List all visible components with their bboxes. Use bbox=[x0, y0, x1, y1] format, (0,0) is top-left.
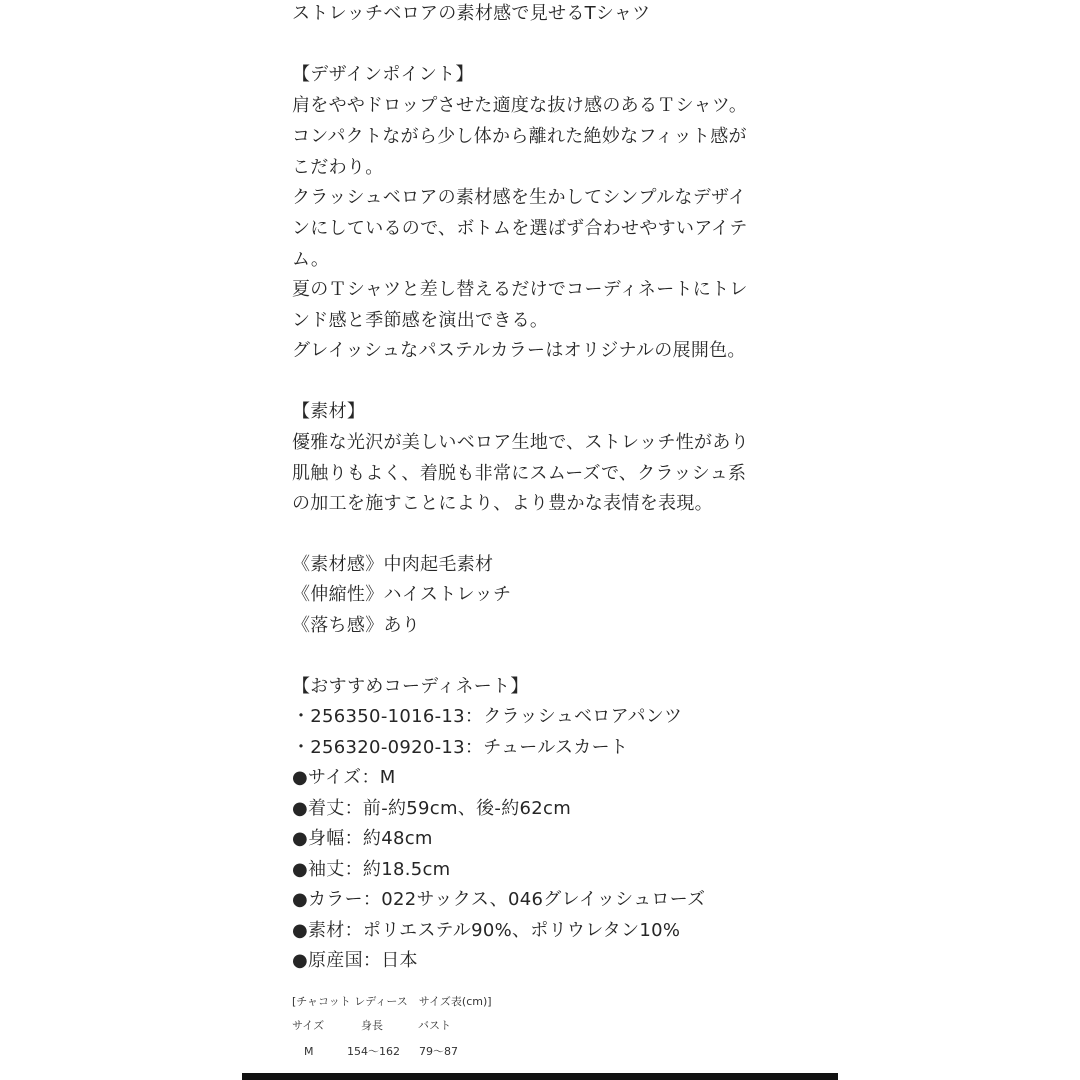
design-line: ム。 bbox=[292, 249, 330, 270]
design-line: 肩をややドロップさせた適度な抜け感のあるＴシャツ。 bbox=[292, 95, 748, 116]
design-line: ンにしているので、ボトムを選ばず合わせやすいアイテ bbox=[292, 218, 748, 239]
coordinate-heading: 【おすすめコーディネート】 bbox=[292, 676, 529, 697]
spec-line: ●素材：ポリエステル90%、ポリウレタン10% bbox=[292, 920, 681, 941]
property-line: 《素材感》中肉起毛素材 bbox=[292, 554, 494, 575]
size-table-header: サイズ bbox=[292, 1019, 325, 1032]
spec-line: ●カラー：022サックス、046グレイッシュローズ bbox=[292, 889, 706, 910]
bottom-bar bbox=[242, 1073, 838, 1080]
material-heading: 【素材】 bbox=[292, 401, 366, 422]
design-line: グレイッシュなパステルカラーはオリジナルの展開色。 bbox=[292, 340, 746, 361]
design-line: 夏のＴシャツと差し替えるだけでコーディネートにトレ bbox=[292, 279, 748, 300]
spec-line: ●原産国：日本 bbox=[292, 950, 418, 971]
spec-line: ●着丈：前-約59cm、後-約62cm bbox=[292, 798, 572, 819]
design-heading: 【デザインポイント】 bbox=[292, 64, 474, 85]
size-table-title: [チャコット レディース サイズ表(cm)] bbox=[292, 995, 492, 1008]
intro-text: ストレッチベロアの素材感で見せるTシャツ bbox=[292, 3, 651, 24]
coordinate-item: ・256320-0920-13：チュールスカート bbox=[292, 737, 629, 758]
property-line: 《伸縮性》ハイストレッチ bbox=[292, 584, 512, 605]
design-line: こだわり。 bbox=[292, 157, 384, 178]
size-table-cell: 154〜162 bbox=[347, 1045, 400, 1058]
spec-line: ●身幅：約48cm bbox=[292, 828, 433, 849]
design-line: クラッシュベロアの素材感を生かしてシンプルなデザイ bbox=[292, 187, 747, 208]
spec-line: ●袖丈：約18.5cm bbox=[292, 859, 451, 880]
material-line: 肌触りもよく、着脱も非常にスムーズで、クラッシュ系 bbox=[292, 463, 747, 484]
design-line: コンパクトながら少し体から離れた絶妙なフィット感が bbox=[292, 126, 747, 147]
property-line: 《落ち感》あり bbox=[292, 615, 421, 636]
size-table-header: 身長 bbox=[361, 1019, 383, 1032]
design-line: ンド感と季節感を演出できる。 bbox=[292, 310, 549, 331]
spec-line: ●サイズ：M bbox=[292, 767, 396, 788]
material-line: の加工を施すことにより、より豊かな表情を表現。 bbox=[292, 493, 713, 514]
size-table-cell: 79〜87 bbox=[419, 1045, 458, 1058]
size-table-header: バスト bbox=[418, 1019, 451, 1032]
coordinate-item: ・256350-1016-13：クラッシュベロアパンツ bbox=[292, 706, 683, 727]
size-table-cell: M bbox=[304, 1045, 314, 1058]
material-line: 優雅な光沢が美しいベロア生地で、ストレッチ性があり bbox=[292, 432, 749, 453]
